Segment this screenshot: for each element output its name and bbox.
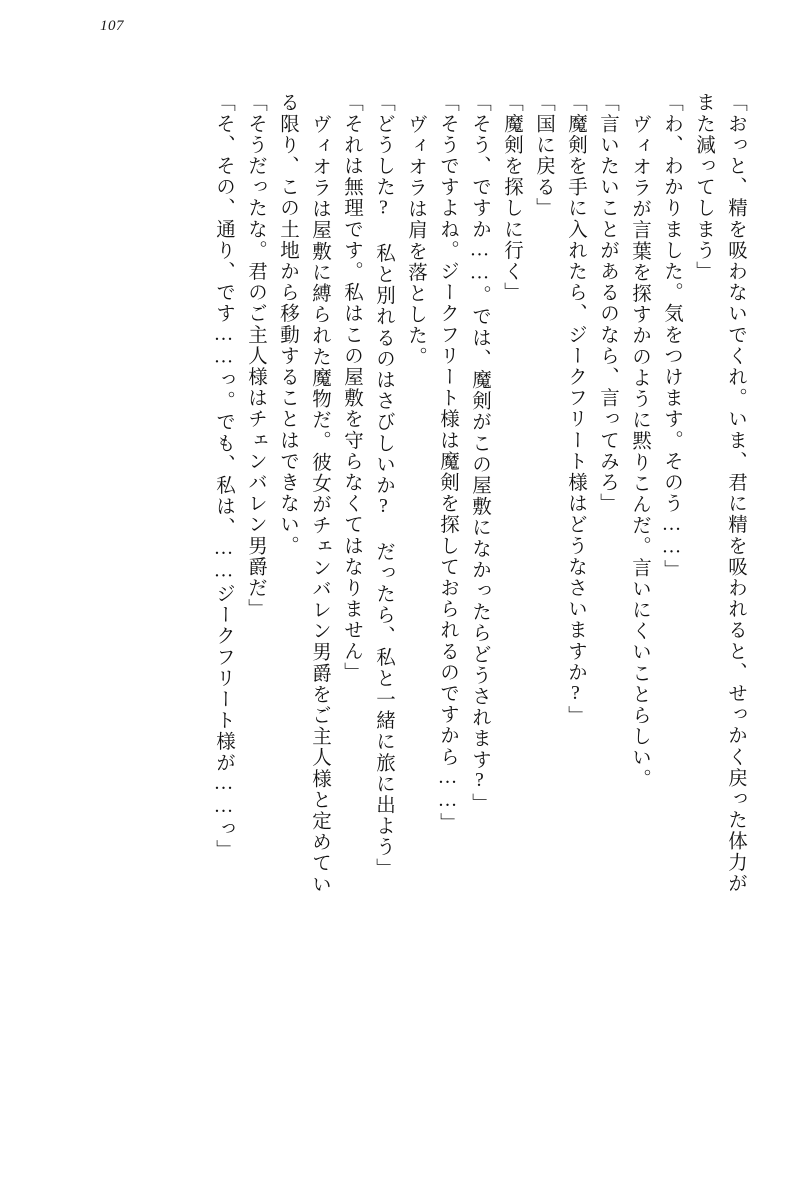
page-number: 107	[100, 18, 124, 34]
text-line: 「それは無理です。私はこの屋敷を守らなくてはなりません」	[341, 92, 362, 683]
text-line: 「そ、その、通り、です……っ。でも、私は、……ジークフリート様が……っ」	[213, 92, 234, 861]
text-line: 「そうだったな。君のご主人様はチェンバレン男爵だ」	[245, 92, 266, 620]
text-line: 「おっと、精を吸わないでくれ。いま、君に精を吸われると、せっかく戻った体力が	[725, 92, 746, 894]
text-line: 「そうですよね。ジークフリート様は魔剣を探しておられるのですから……」	[437, 92, 458, 834]
text-line: 「魔剣を手に入れたら、ジークフリート様はどうなさいますか?」	[565, 92, 586, 727]
text-line: 「国に戻る」	[533, 92, 554, 219]
text-line: 「わ、わかりました。気をつけます。そのう……」	[661, 92, 682, 581]
text-line: 「どうした? 私と別れるのはさびしいか? だったら、私と一緒に旅に出よう」	[373, 92, 394, 879]
text-line: ヴィオラは屋敷に縛られた魔物だ。彼女がチェンバレン男爵をご主人様と定めてい	[309, 114, 330, 895]
page-body-text	[55, 92, 745, 1102]
text-line: ヴィオラは肩を落とした。	[405, 114, 426, 368]
text-line: 「言いたいことがあるのなら、言ってみろ」	[597, 92, 618, 514]
text-line: 「そう、ですか……。では、魔剣がこの屋敷になかったらどうされます?」	[469, 92, 490, 814]
text-line: る限り、この土地から移動することはできない。	[277, 92, 298, 557]
text-line: また減ってしまう」	[693, 92, 714, 282]
text-line: ヴィオラが言葉を探すかのように黙りこんだ。言いにくいことらしい。	[629, 114, 650, 790]
text-line: 「魔剣を探しに行く」	[501, 92, 522, 303]
